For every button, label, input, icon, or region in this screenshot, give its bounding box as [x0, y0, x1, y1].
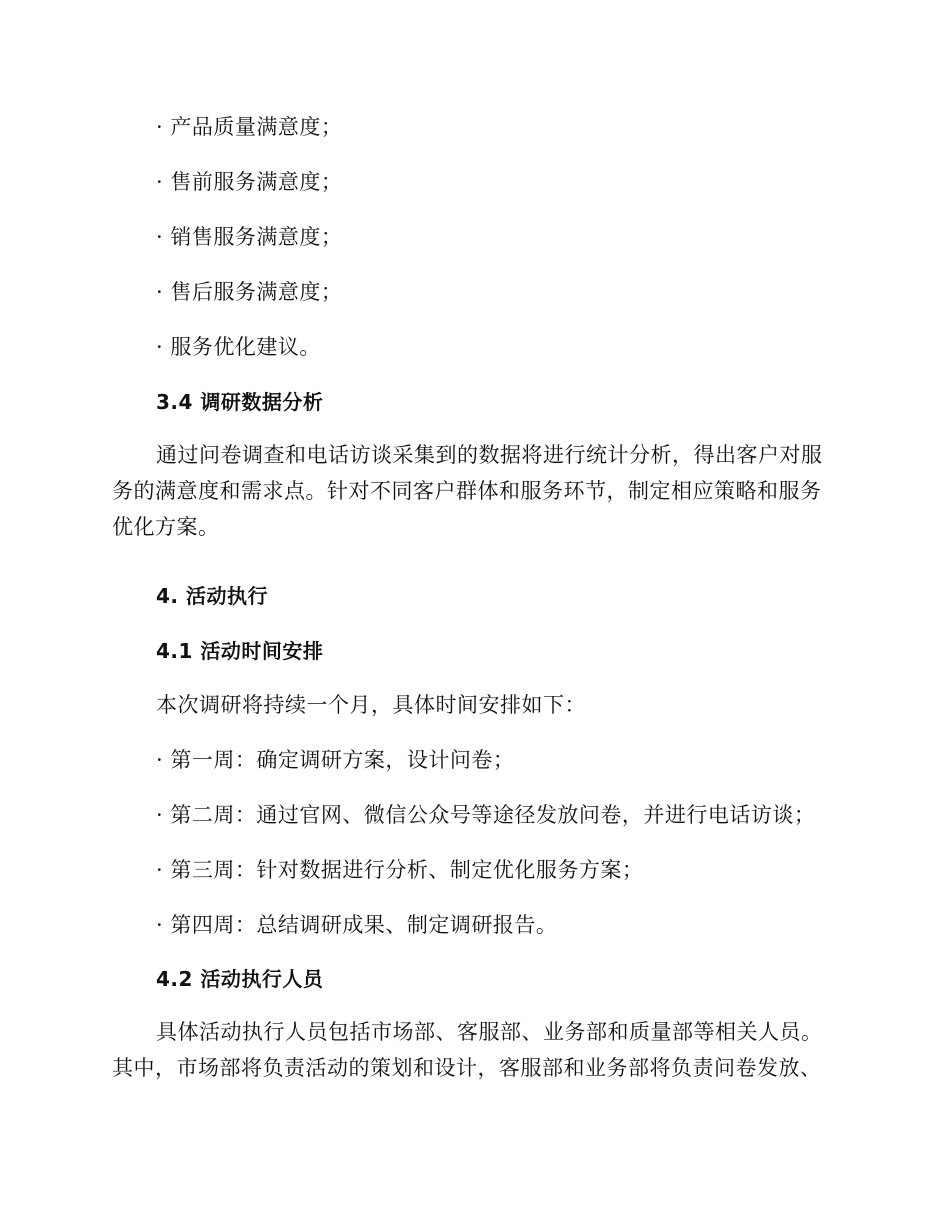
paragraph-3-4: 通过问卷调查和电话访谈采集到的数据将进行统计分析，得出客户对服务的满意度和需求点。针对不同客户群体和服务环节，制定相应策略和服务优化方案。 [112, 443, 823, 539]
bullet-service-suggestions: · 服务优化建议。 [156, 335, 321, 359]
bullet-week-3: · 第三周：针对数据进行分析、制定优化服务方案； [156, 858, 644, 882]
bullet-presale-service: · 售前服务满意度； [156, 170, 343, 194]
paragraph-4-2: 具体活动执行人员包括市场部、客服部、业务部和质量部等相关人员。其中，市场部将负责活动的策划和设计，客服部和业务部将负责问卷发放、 [112, 1020, 823, 1080]
bullet-week-2: · 第二周：通过官网、微信公众号等途径发放问卷，并进行电话访谈； [156, 803, 816, 827]
bullet-week-1: · 第一周：确定调研方案，设计问卷； [156, 748, 515, 772]
heading-3-4: 3.4 调研数据分析 [156, 390, 324, 414]
heading-4-2: 4.2 活动执行人员 [156, 967, 324, 991]
paragraph-4-1-intro: 本次调研将持续一个月，具体时间安排如下： [156, 693, 586, 717]
bullet-week-4: · 第四周：总结调研成果、制定调研报告。 [156, 913, 558, 937]
bullet-sales-service: · 销售服务满意度； [156, 225, 343, 249]
bullet-product-quality: · 产品质量满意度； [156, 115, 343, 139]
heading-4: 4. 活动执行 [156, 584, 268, 608]
heading-4-1: 4.1 活动时间安排 [156, 639, 324, 663]
bullet-aftersale-service: · 售后服务满意度； [156, 280, 343, 304]
